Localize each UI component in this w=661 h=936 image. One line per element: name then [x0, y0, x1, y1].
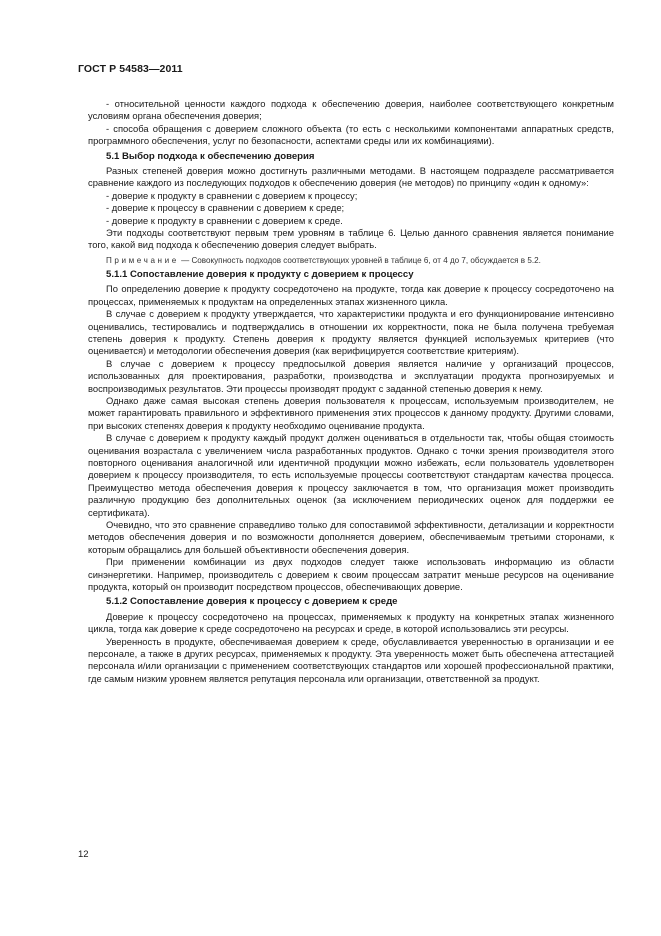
note-text: — Совокупность подходов соответствующих уровней в таблице 6, от 4 до 7, обсуждается в 5.2. — [178, 255, 541, 265]
list-item: - доверие к процессу в сравнении с доверием к среде; — [106, 202, 345, 214]
list-item: - доверие к продукту в сравнении с доверием к процессу; — [106, 189, 358, 201]
page-number: 12 — [78, 849, 89, 860]
paragraph: В случае с доверием к продукту утверждается, что характеристики продукта и его функционирование интенсивно оценивались, тестировались и подтверждались в отношении их корректности, пока не была получена требуемая степень доверия к продукту. Степень доверия к продукту является функцией используемых критериев (что оценивается) и методологии обеспечения доверия (как верифицируется соответствие критериям). — [88, 308, 614, 357]
list-item: - доверие к продукту в сравнении с доверием к среде. — [106, 214, 343, 226]
section-heading-5-1: 5.1 Выбор подхода к обеспечению доверия — [106, 150, 315, 162]
note — [88, 255, 614, 266]
paragraph: Очевидно, что это сравнение справедливо только для сопоставимой эффективности, детализации и корректности методов обеспечения доверия и по возможности дополняется доверием, обеспечиваемым третьими сторонами, к которым обращались для большей объективности обеспечения доверия. — [88, 519, 614, 555]
paragraph: Разных степеней доверия можно достигнуть различными методами. В настоящем подразделе рассматривается сравнение каждого из последующих подходов к обеспечению доверия (не методов) по принципу «один к одному»: — [88, 165, 614, 189]
paragraph: В случае с доверием к процессу предпосылкой доверия является наличие у организаций процессов, использованных для проектирования, разработки, производства и эксплуатации продукта прогнозируемых и воспроизводимых результатов. Эти процессы производят продукт с заданной степенью доверия к нему. — [88, 357, 614, 394]
paragraph: В случае с доверием к продукту каждый продукт должен оцениваться в отдельности так, чтобы общая стоимость оценивания возрастала с увеличением числа разработанных продуктов. Однако с точки зрения производителя этого повторного оценивания аналогичной или идентичной продукции можно избежать, если пользователь удовлетворен доверием к процессу производителя, то есть используемые процессы соответствуют стандартам качества процесса. Преимущество метода обеспечения доверия к процессу заключается в том, что организация может производить различную продукцию без дополнительных оценок (за исключением периодических оценок для поддержки ее сертификата). — [88, 432, 614, 518]
paragraph: Уверенность в продукте, обеспечиваемая доверием к среде, обуславливается уверенностью в организации и ее персонале, а также в других ресурсах, применяемых к продукту. Эта уверенность может быть обеспечена аттестацией персонала и/или организации с применением соответствующих стандартов или хорошей профессиональной практики, где самым низким уровнем является репутация персонала или организации, ответственной за продукт. — [88, 635, 614, 684]
paragraph: Эти подходы соответствуют первым трем уровням в таблице 6. Целью данного сравнения является понимание того, какой вид подхода к обеспечению доверия следует выбрать. — [88, 227, 614, 251]
standard-code-header: ГОСТ Р 54583—2011 — [78, 63, 183, 75]
paragraph: Доверие к процессу сосредоточено на процессах, применяемых к продукту на конкретных этапах жизненного цикла, тогда как доверие к среде сосредоточено на ресурсах и среде, в которой использовались эти ресурсы. — [88, 610, 614, 635]
paragraph: Однако даже самая высокая степень доверия пользователя к процессам, используемым производителем, не может гарантировать правильного и эффективного применения этих процессов к данному продукту. Другими словами, при высоких степенях доверия к продукту необходимо оценивание продукта. — [88, 394, 614, 431]
section-heading-5-1-1: 5.1.1 Сопоставление доверия к продукту с доверием к процессу — [106, 268, 414, 280]
section-heading-5-1-2: 5.1.2 Сопоставление доверия к процессу с доверием к среде — [106, 596, 398, 608]
note-label: Примечание — [106, 255, 179, 265]
paragraph: При применении комбинации из двух подходов следует также использовать информацию из области синэнергетики. Например, производитель с доверием к своим процессам затратит меньше ресурсов на оценивание продукта, который он производит посредством процессов, обеспечивающих доверие. — [88, 556, 614, 593]
paragraph: По определению доверие к продукту сосредоточено на продукте, тогда как доверие к процессу сосредоточено на процессах, применяемых к продуктам на определенных этапах жизненного цикла. — [88, 283, 614, 307]
document-body — [88, 98, 614, 685]
intro-list-item: - относительной ценности каждого подхода к обеспечению доверия, наиболее соответствующего конкретным условиям органа обеспечения доверия; — [88, 98, 614, 122]
intro-list-item: - способа обращения с доверием сложного объекта (то есть с несколькими компонентами аппаратных средств, программного обеспечения, услуг по безопасности, аспектами среды или их комбинациями). — [88, 122, 614, 147]
